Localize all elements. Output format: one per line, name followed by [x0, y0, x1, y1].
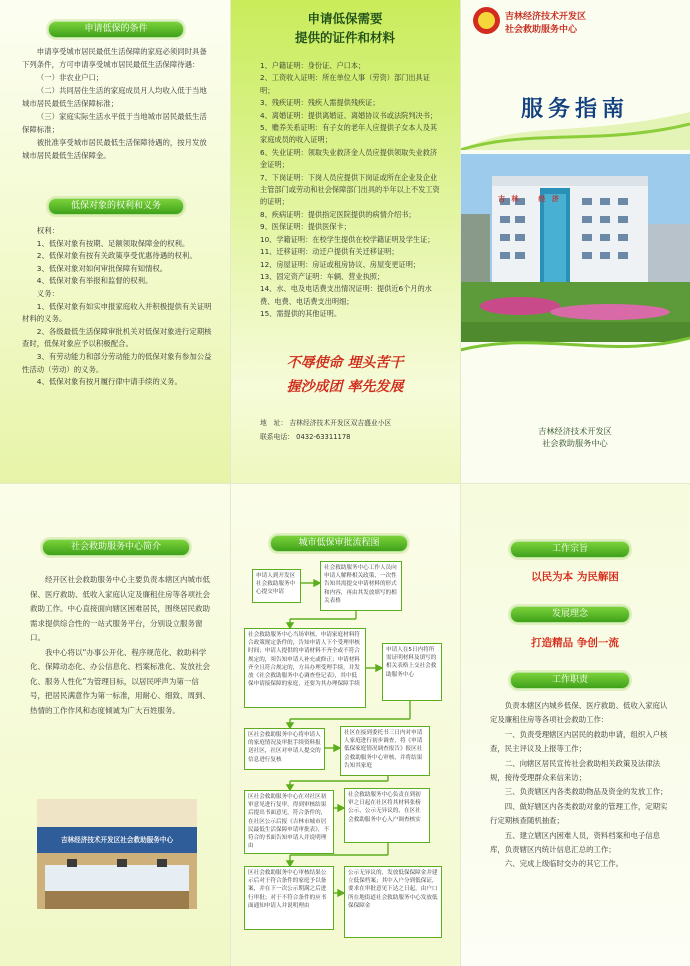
- panel-conditions: [0, 0, 230, 483]
- intro-para2: 我中心将以“办事公开化、程序规范化、救助科学化、保障动态化、办公信息化、档案标准化、发放社会化、服务人性化”为管理目标，以居民呼声为第一信号，把居民满意作为第一标准，用耐心、细致、周到、热情的工作作风和态度倾诚为广大百姓服务。: [30, 647, 210, 715]
- material-item: 10、学籍证明：在校学生提供在校学籍证明及学生证；: [260, 234, 435, 244]
- material-item: 14、水、电及电话费支出情况证明：提供近6个月的水费、电费、电话费支出明细；: [260, 284, 432, 306]
- section-ribbon: 工作职责: [510, 672, 630, 689]
- hall-sign: 吉林经济技术开发区社会救助服务中心: [60, 836, 174, 844]
- flow-step: 区社会救助服务中心审核结果公示后对于符合条件的家庭予以备案，并在下一次公示期满之后进行审批；对于不符合条件的应书面通知申请人并说明理由: [244, 866, 334, 930]
- right-item: 1、低保对象有按期、足额领取保障金的权利。: [36, 238, 190, 248]
- material-item: 13、固定资产证明：车辆、营业执照；: [260, 271, 385, 281]
- cover-bottom-org-line1: 吉林经济技术开发区: [538, 426, 612, 436]
- flow-step: 社会救助服务中心工作人员向申请人解释相关政策，一次性告知其需提交申请材料的形式和内容，再由其发放填写的相关表格: [320, 561, 402, 611]
- duty-item: 四、做好辖区内各类救助对象的管理工作，定期实行定期核查随机抽查；: [490, 801, 668, 826]
- material-item: 3、残疾证明：残疾人需提供残疾证；: [260, 98, 380, 108]
- building-photo: [460, 154, 690, 342]
- condition-item: （三）家庭实际生活水平低于当地城市居民最低生活保障标准；: [22, 112, 207, 134]
- flow-step: 区社会救助服务中心将申请人的家庭情况及审批手续资料报送社区，社区对申请人提交的信息进行复核: [244, 728, 325, 770]
- address-label: 地 址：: [260, 419, 288, 427]
- materials-list: [260, 60, 442, 321]
- flow-step: 公示无异议的，发放低保保障金并建立低保档案；其中入户分到低保证，要求在审批意见下达之日起，由户口所在地街道社会救助服务中心发放低保保障金: [344, 866, 442, 938]
- duties-label: 义务：: [36, 288, 59, 298]
- cover-swoosh-decoration: [460, 0, 690, 150]
- conditions-intro: 申请享受城市居民最低生活保障的家庭必须同时具备下列条件，方可申请享受城市居民最低生活保障待遇：: [22, 47, 207, 69]
- condition-item: （一）非农业户口；: [36, 73, 104, 82]
- section-ribbon: 工作宗旨: [510, 541, 630, 558]
- panel-cover: [460, 0, 690, 483]
- materials-title-line1: 申请低保需要: [307, 11, 383, 26]
- phone-label: 联系电话：: [260, 433, 294, 441]
- right-item: 2、低保对象有按有关政策享受优惠待遇的权利。: [36, 251, 197, 261]
- cover-title: 服务指南: [520, 97, 629, 122]
- slogan-line2: 握沙成团 率先发展: [286, 379, 404, 395]
- material-item: 6、失业证明：领取失业救济金人员应提供领取失业救济金证明；: [260, 147, 438, 170]
- duty-item: 五、建立辖区内困难人员，资料档案和电子信息库，负责辖区内统计信息汇总的工作；: [490, 830, 661, 855]
- material-item: 5、赡养关系证明：有子女的老年人应提供子女本人及其家庭成员的收入证明；: [260, 123, 438, 145]
- cover-bottom-org-line2: 社会救助服务中心: [542, 438, 608, 448]
- photo-swoosh-decoration: [460, 330, 690, 370]
- duty-item: 三、负责辖区内各类救助物品及资金的发放工作；: [504, 787, 668, 797]
- work-purpose: 以民为本 为民解困: [531, 571, 619, 583]
- flow-step: 申请人在5日内将所需证明材料及填写的相关表格上交社会救助服务中心: [382, 643, 442, 701]
- material-item: 1、户籍证明：身份证、户口本；: [260, 61, 366, 70]
- intro-para1: 经开区社会救助服务中心主要负责本辖区内城市低保、医疗救助、低收入家庭认定及廉租住房等各项社会救助工作。中心直接面向辖区困难居民，围绕居民救助需求提供综合性的一站式服务平台，分别设立服务窗口。: [30, 575, 210, 642]
- duty-item: 3、有劳动能力和部分劳动能力的低保对象有参加公益性活动（劳动）的义务。: [22, 351, 212, 374]
- fold-divider: [0, 483, 690, 484]
- flow-step: 社会救助服务中心负责在到初审之日起在社区将其材料张榜公示，公示无异议的，在区社会救助服务中心入户调查核实: [344, 788, 430, 843]
- material-item: 11、迁移证明：动迁户提供有关迁移证明；: [260, 247, 399, 257]
- conditions-text: [22, 45, 214, 162]
- address-row: [260, 417, 391, 429]
- materials-title-line2: 提供的证件和材料: [294, 30, 395, 45]
- right-item: 3、低保对象对如何审批保障有知情权。: [36, 263, 168, 273]
- duty-item: 1、低保对象有如实申报家庭收入并积极提供有关证明材料的义务。: [22, 301, 212, 324]
- address-value: 吉林经济技术开发区双吉盛业小区: [289, 419, 392, 427]
- development-concept: 打造精品 争创一流: [531, 637, 619, 649]
- panel-flow: [230, 483, 460, 966]
- duty-item: 4、低保对象有按月履行律中请手续的义务。: [36, 377, 182, 387]
- condition-item: （二）共同居住生活的家庭成员月人均收入低于当地城市居民最低生活保障标准；: [22, 86, 207, 108]
- duties-text: [490, 699, 672, 872]
- rights-text: [22, 225, 214, 389]
- material-item: 7、下岗证明：下岗人员应提供下岗证或所在企业及企业主管部门或劳动和社会保障部门出具的半年以上不发工资的证明；: [260, 172, 440, 207]
- phone-row: [260, 431, 351, 443]
- material-item: 2、工资收入证明：所在单位人事（劳资）部门出具证明；: [260, 73, 430, 95]
- panel-intro: [0, 483, 230, 966]
- duty-item: 2、各级最低生活保障审批机关对低保对象进行定期核查时，低保对象应予以积极配合。: [22, 326, 212, 349]
- service-hall-photo: [37, 799, 197, 909]
- section-ribbon: 城市低保审批流程图: [270, 535, 408, 552]
- material-item: 9、医保证明：提供医保卡；: [260, 222, 351, 232]
- duty-item: 六、完成上级临时交办的其它工作。: [504, 859, 624, 869]
- panel-materials: [230, 0, 460, 483]
- section-ribbon: 社会救助服务中心简介: [42, 539, 190, 556]
- flow-step: 社区在接到委托书三日内对申请人家庭进行初步调查，将《申请低保家庭情况调查报告》报区社会救助服务中心审核，并将结果告知其家庭: [340, 726, 430, 776]
- flow-step: 区社会救助服务中心在对社区初审意见进行复审，得到审核结果后提出书面意见，符合条件的，在社区公示后报《吉林市城市居民最低生活保障申请审批表》，不符合的书面告知申请人并说明理由: [244, 790, 334, 854]
- flow-step: 社会救助服务中心当场审核，申请家庭材料符合政策规定条件的，告知申请人下个受理审核时间；申请人提供的申请材料不齐全或不符合规定的，须告知申请人补充或修正；申请材料齐全且符合规定的，方具办理受理手续，并发放《社会救助服务中心调查登记表》，其中低保申请接保障的家庭，还要为其办理保障手续: [244, 628, 366, 708]
- panel-duties: [460, 483, 690, 966]
- material-item: 4、离婚证明：提供离婚证、离婚协议书或法院判决书；: [260, 110, 438, 120]
- duty-item: 二、向辖区居民宣传社会救助相关政策及法律法规，接待受理群众来信来访；: [490, 758, 661, 783]
- material-item: 15、需提供的其他证明。: [260, 309, 342, 319]
- cover-org-line2: 社会救助服务中心: [505, 25, 578, 35]
- phone-value: 0432-63311178: [296, 433, 351, 441]
- conditions-closing: 被批准享受城市居民最低生活保障待遇的，按月发放城市居民最低生活保障金。: [22, 138, 207, 160]
- section-ribbon: 低保对象的权利和义务: [48, 198, 184, 215]
- material-item: 12、房屋证明：房证或租房协议、房屋变更证明；: [260, 259, 421, 269]
- intro-text: [30, 573, 212, 718]
- building-sign: 吉 林 经 济: [498, 195, 561, 203]
- cover-org-line1: 吉林经济技术开发区: [505, 12, 587, 22]
- section-ribbon: 发展理念: [510, 606, 630, 623]
- cover-bottom-org: [460, 425, 690, 449]
- slogan-line1: 不辱使命 埋头苦干: [286, 355, 404, 371]
- material-item: 8、疾病证明：提供指定医院提供的病情介绍书；: [260, 209, 416, 219]
- duties-intro: 负责本辖区内城乡低保、医疗救助、低收入家庭认定及廉租住房等各项社会救助工作：: [490, 701, 668, 725]
- duty-item: 一、负责受理辖区内居民的救助申请，组织入户核查，民主评议及上报等工作；: [490, 729, 668, 754]
- rights-label: 权利：: [36, 226, 59, 235]
- section-ribbon: 申请低保的条件: [48, 21, 184, 38]
- right-item: 4、低保对象有举报和监督的权利。: [36, 276, 153, 286]
- flow-step: 申请人到开发区社会救助服务中心提交申请: [252, 569, 301, 603]
